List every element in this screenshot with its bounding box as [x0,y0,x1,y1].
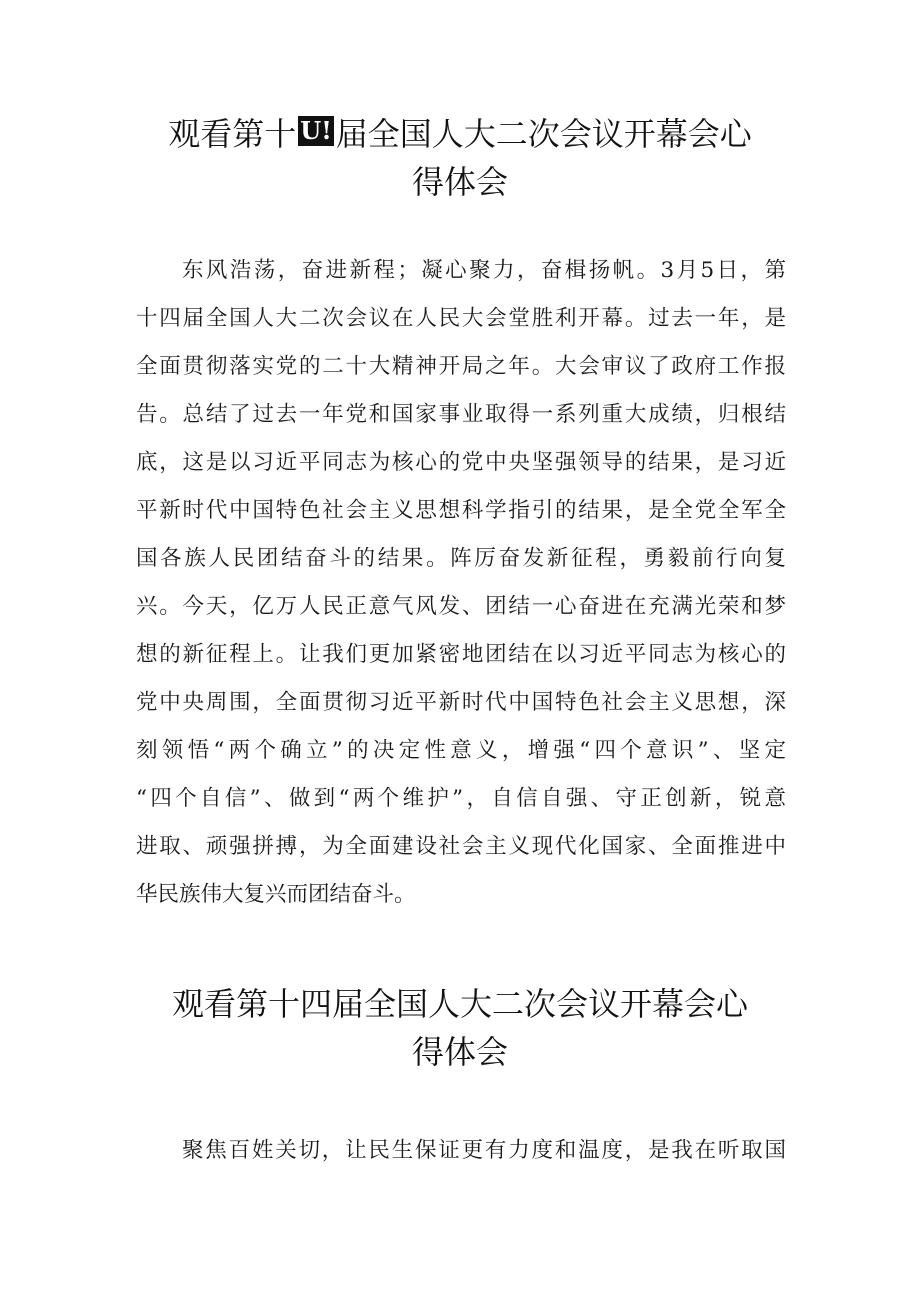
paragraph-line: 想的新征程上。让我们更加紧密地团结在以习近平同志为核心的 [136,642,786,667]
paragraph-line: 告。总结了过去一年党和国家事业取得一系列重大成绩，归根结 [136,402,786,427]
section-1-title-line-1 [0,110,920,158]
section-1-title [0,110,920,206]
paragraph-line: 刻领悟“两个确立”的决定性意义，增强“四个意识”、坚定 [136,738,786,763]
paragraph-line: 华民族伟大复兴而团结奋斗。 [136,882,416,907]
section-2-title [0,980,920,1076]
paragraph-line: 聚焦百姓关切，让民生保证更有力度和温度，是我在听取国 [182,1138,786,1163]
section-2-title-line-1: 观看第十四届全国人大二次会议开幕会心 [171,985,748,1023]
paragraph-line: 国各族人民团结奋斗的结果。阵厉奋发新征程，勇毅前行向复 [136,546,786,571]
section-2-title-line-2: 得体会 [411,1033,508,1071]
scan-artifact-glyph: U! [300,116,332,145]
paragraph-line: 进取、顽强拼搏，为全面建设社会主义现代化国家、全面推进中 [136,834,786,859]
paragraph-line: 全面贯彻落实党的二十大精神开局之年。大会审议了政府工作报 [136,354,786,379]
paragraph-line: 平新时代中国特色社会主义思想科学指引的结果，是全党全军全 [136,498,786,523]
paragraph-line: 十四届全国人大二次会议在人民大会堂胜利开幕。过去一年，是 [136,306,786,331]
title-text-part-2: 届全国人大二次会议开幕会心 [335,115,752,153]
section-2-paragraph [136,1127,786,1175]
paragraph-line: 底，这是以习近平同志为核心的党中央坚强领导的结果，是习近 [136,450,786,475]
paragraph-line: 兴。今天，亿万人民正意气风发、团结一心奋进在充满光荣和梦 [136,594,786,619]
paragraph-line: 东风浩荡，奋进新程；凝心聚力，奋楫扬帆。3月5日，第 [182,258,786,283]
section-1-title-line-2: 得体会 [411,163,508,201]
paragraph-line: “四个自信”、做到“两个维护”，自信自强、守正创新，锐意 [136,786,786,811]
paragraph-line: 党中央周围，全面贯彻习近平新时代中国特色社会主义思想，深 [136,690,786,715]
title-text-part-1: 观看第十 [168,115,297,153]
section-1-paragraph [136,247,786,919]
